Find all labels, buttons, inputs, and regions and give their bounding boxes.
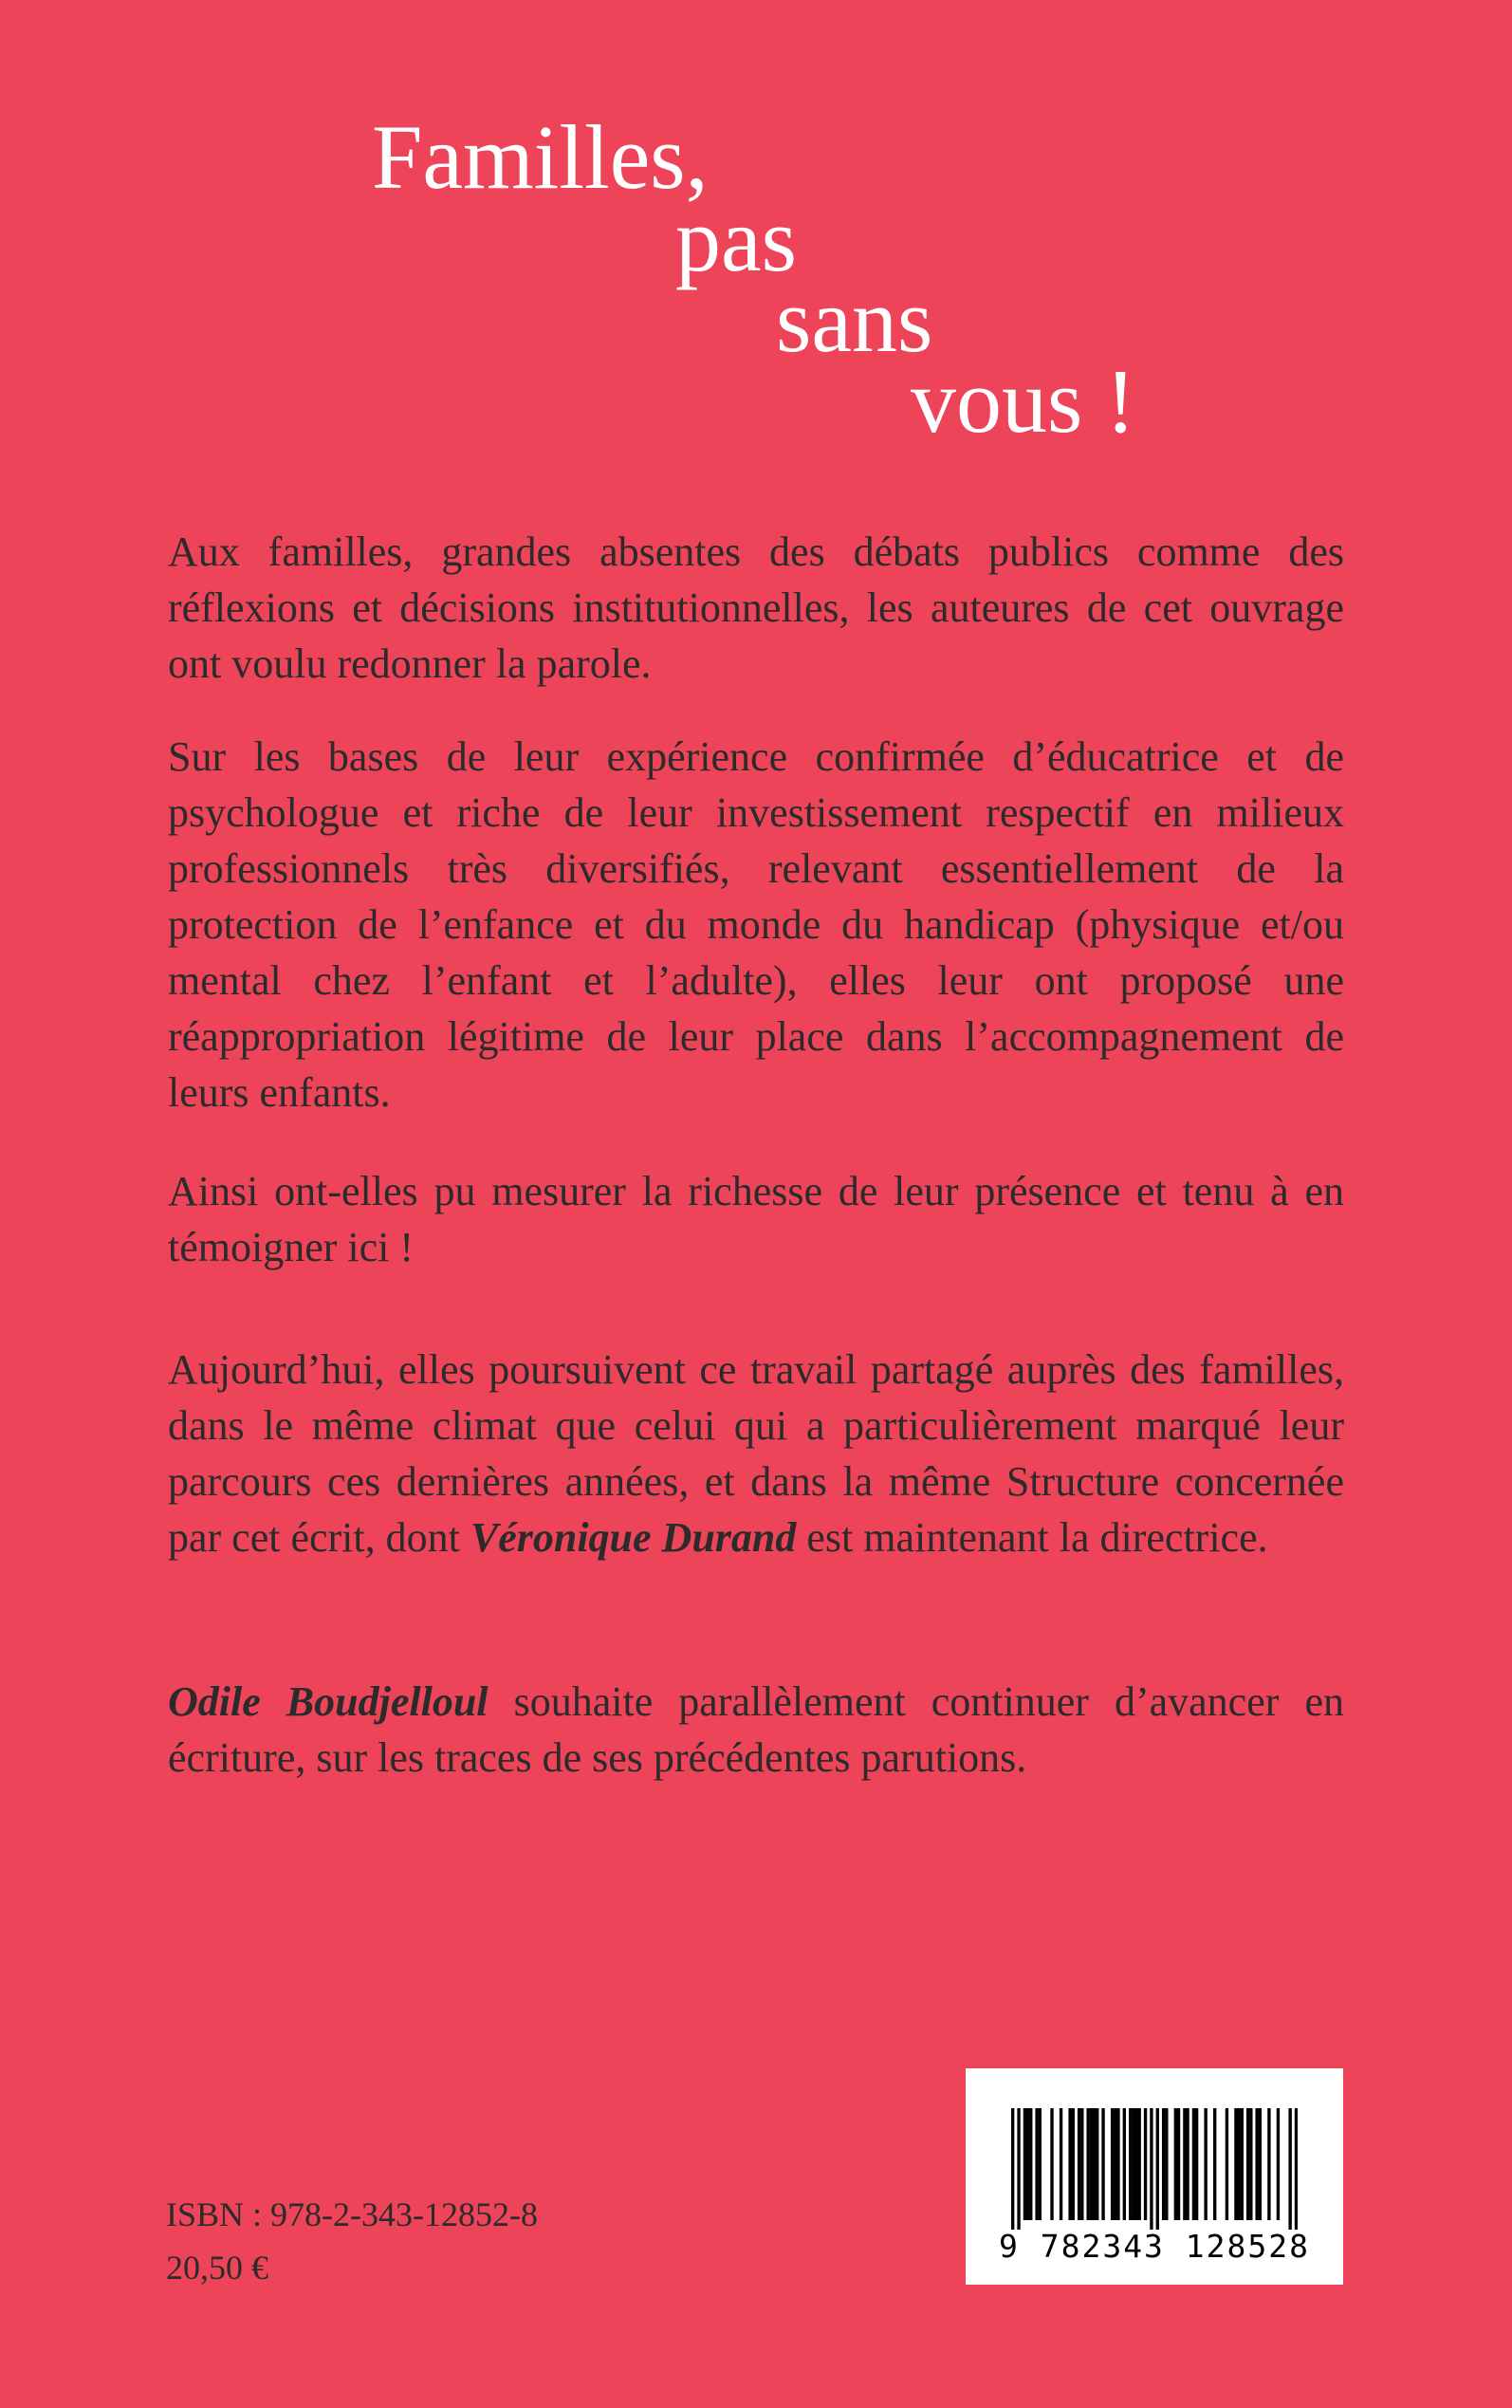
title-line-3: sans: [776, 269, 933, 371]
barcode-bar: [1093, 2108, 1096, 2220]
barcode-bar: [1101, 2108, 1104, 2220]
barcode-bar: [1017, 2108, 1020, 2230]
barcode-bar: [1035, 2108, 1038, 2220]
barcode-bar: [1246, 2108, 1249, 2220]
barcode-bar: [1204, 2108, 1207, 2220]
barcode-bar: [1011, 2108, 1014, 2230]
barcode-digits: 9 782343 128528: [998, 2228, 1310, 2265]
barcode-bar: [1068, 2108, 1071, 2220]
price: 20,50 €: [166, 2249, 268, 2287]
barcode-bar: [1116, 2108, 1119, 2220]
title-line-1: Familles,: [372, 106, 709, 208]
paragraph-testimony: Ainsi ont-elles pu mesurer la richesse de leur présence et tenu à en témoigner ici !: [168, 1168, 1344, 1270]
barcode-bar: [1026, 2108, 1029, 2220]
barcode-bar: [1078, 2108, 1080, 2220]
barcode-bar: [1186, 2108, 1189, 2220]
barcode-bar: [1259, 2108, 1262, 2220]
barcode-bar: [1039, 2108, 1042, 2220]
barcode-bar: [1080, 2108, 1083, 2220]
barcode-bar: [1162, 2108, 1165, 2220]
barcode-bar: [1213, 2108, 1216, 2220]
barcode-bar: [1072, 2108, 1075, 2220]
barcode-bar: [1150, 2108, 1152, 2230]
barcode-bar: [1183, 2108, 1186, 2220]
barcode-bar: [1255, 2108, 1258, 2220]
barcode-bar: [1234, 2108, 1237, 2220]
paragraph-today-text-b: est maintenant la directrice.: [796, 1514, 1268, 1561]
barcode-bar: [1096, 2108, 1098, 2220]
barcode-bar: [1226, 2108, 1228, 2220]
barcode-bar: [1129, 2108, 1132, 2220]
barcode-bar: [1241, 2108, 1244, 2220]
barcode-bar: [1050, 2108, 1053, 2220]
barcode-bar: [1267, 2108, 1270, 2220]
barcode-bar: [1192, 2108, 1195, 2220]
paragraph-today-text-a: Aujourd’hui, elles poursuivent ce travail partagé auprès des familles, dans le même climat que celui qui a particulièrement marqué leur parcours ces dernières années, et dans la même Structure concernée par cet écrit, dont: [168, 1346, 1344, 1561]
paragraph-experience: Sur les bases de leur expérience confirmée d’éducatrice et de psychologue et riche de leur investissement respectif en milieux professionnels très diversifiés, relevant essentiellement de la protection de l’enfance et du monde du handicap (physique et/ou mental chez l’enfant et l’adulte), elles leur ont proposé une réappropriation légitime de leur place dans l’accompagnement de leurs enfants.: [168, 733, 1344, 1116]
author-name-veronique: Véronique Durand: [470, 1514, 797, 1561]
paragraph-odile-text: souhaite parallèlement continuer d’avancer en écriture, sur les traces de ses précédentes parutions.: [168, 1678, 1344, 1781]
title-line-4: vous !: [911, 350, 1136, 452]
barcode-bar: [1277, 2108, 1280, 2220]
barcode-bar: [1144, 2108, 1147, 2220]
paragraph-intro: Aux familles, grandes absentes des débats publics comme des réflexions et décisions institutionnelles, les auteures de cet ouvrage ont voulu redonner la parole.: [168, 528, 1344, 687]
author-name-odile: Odile Boudjelloul: [168, 1678, 489, 1725]
barcode-bar: [1132, 2108, 1134, 2220]
barcode-bar: [1138, 2108, 1141, 2220]
barcode-bar: [1123, 2108, 1126, 2220]
barcode-bar: [1029, 2108, 1032, 2220]
barcode-bar: [1086, 2108, 1089, 2220]
barcode-bar: [1111, 2108, 1114, 2220]
barcode-bar: [1023, 2108, 1026, 2220]
barcode-bar: [1156, 2108, 1159, 2230]
isbn-price-block: [166, 2188, 538, 2294]
barcode-bar: [1237, 2108, 1240, 2220]
barcode-bar: [1195, 2108, 1198, 2220]
isbn-number: ISBN : 978-2-343-12852-8: [166, 2195, 538, 2233]
barcode-bar: [1288, 2108, 1291, 2230]
barcode: [966, 2068, 1343, 2285]
barcode-bar: [1249, 2108, 1252, 2220]
barcode-bar: [1134, 2108, 1137, 2220]
barcode-bar: [1114, 2108, 1116, 2220]
paragraph-today: [168, 1342, 1344, 1565]
barcode-bar: [1174, 2108, 1177, 2220]
barcode-bar: [1060, 2108, 1062, 2220]
barcode-bar: [1295, 2108, 1298, 2230]
barcode-bar: [1165, 2108, 1168, 2220]
title-line-2: pas: [675, 189, 797, 290]
barcode-bars: [1011, 2108, 1298, 2230]
barcode-bar: [1090, 2108, 1093, 2220]
paragraph-odile: [168, 1674, 1344, 1786]
barcode-bar: [1177, 2108, 1180, 2220]
